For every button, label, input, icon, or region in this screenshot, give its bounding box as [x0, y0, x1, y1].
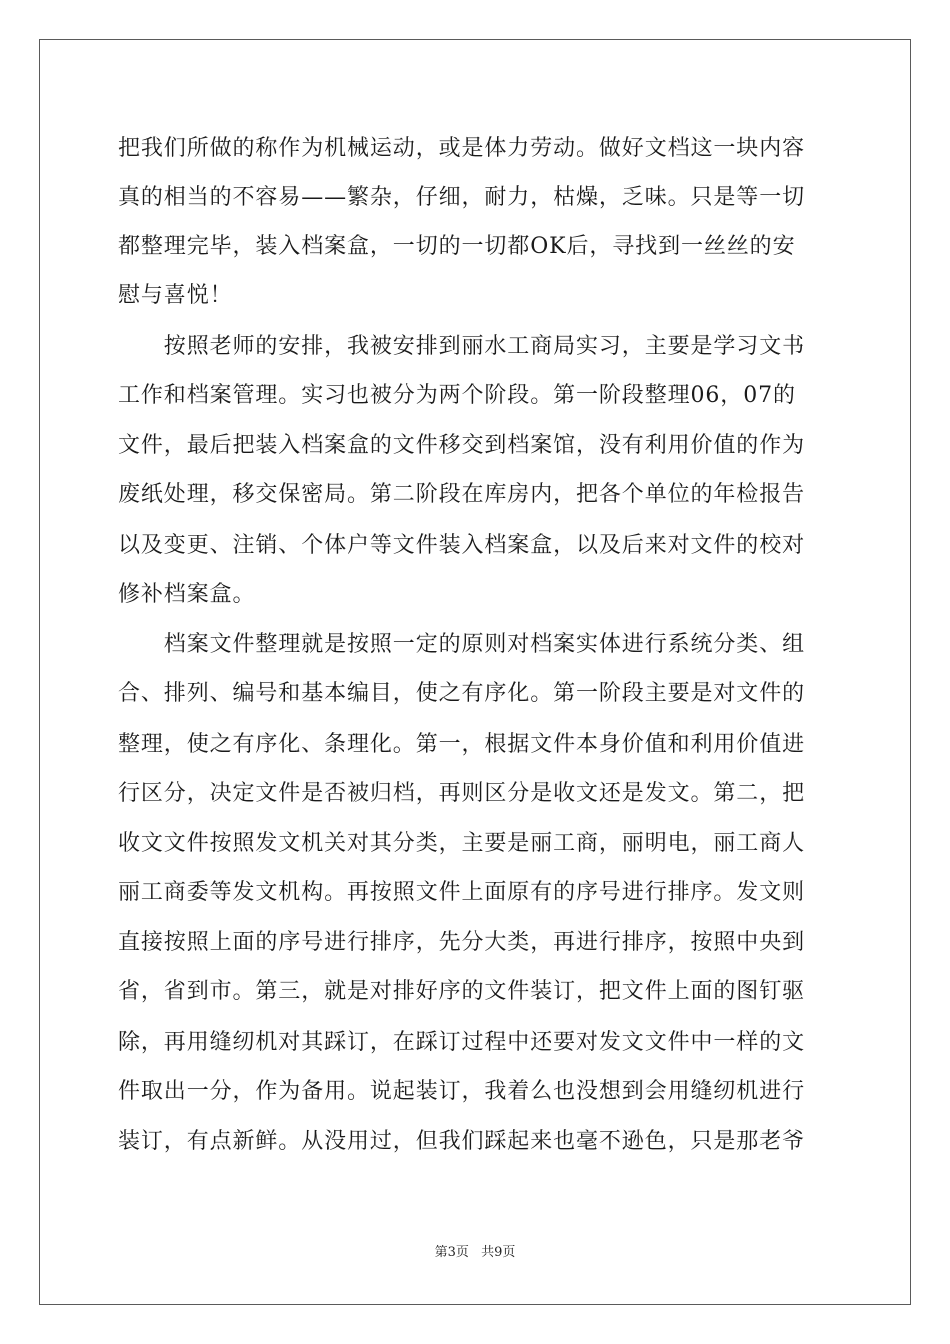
- text-line: 文件，最后把装入档案盒的文件移交到档案馆，没有利用价值的作为: [118, 433, 806, 458]
- text-line: 合、排列、编号和基本编目，使之有序化。第一阶段主要是对文件的: [118, 681, 806, 706]
- page-border: [39, 39, 911, 1305]
- text-line: 整理，使之有序化、条理化。第一，根据文件本身价值和利用价值进: [118, 732, 806, 757]
- text-line: 把我们所做的称作为机械运动，或是体力劳动。做好文档这一块内容: [118, 136, 806, 161]
- text-line: 修补档案盒。: [118, 582, 256, 607]
- current-page-label: 第3页: [434, 1245, 469, 1260]
- text-line: 除，再用缝纫机对其踩订，在踩订过程中还要对发文文件中一样的文: [118, 1030, 806, 1055]
- text-line: 装订，有点新鲜。从没用过，但我们踩起来也毫不逊色，只是那老爷: [118, 1129, 806, 1154]
- text-line: 都整理完毕，装入档案盒，一切的一切都OK后，寻找到一丝丝的安: [118, 234, 796, 259]
- text-line: 档案文件整理就是按照一定的原则对档案实体进行系统分类、组: [118, 632, 806, 657]
- total-pages-label: 共9页: [481, 1245, 516, 1260]
- text-line: 慰与喜悦！: [118, 283, 233, 308]
- text-line: 工作和档案管理。实习也被分为两个阶段。第一阶段整理06，07的: [118, 383, 796, 408]
- text-line: 直接按照上面的序号进行排序，先分大类，再进行排序，按照中央到: [118, 930, 806, 955]
- page-footer: [0, 1244, 950, 1262]
- text-line: 以及变更、注销、个体户等文件装入档案盒，以及后来对文件的校对: [118, 533, 806, 558]
- text-line: 件取出一分，作为备用。说起装订，我着么也没想到会用缝纫机进行: [118, 1079, 806, 1104]
- text-line: 行区分，决定文件是否被归档，再则区分是收文还是发文。第二，把: [118, 781, 806, 806]
- text-line: 真的相当的不容易——繁杂，仔细，耐力，枯燥，乏味。只是等一切: [118, 185, 806, 210]
- text-line: 按照老师的安排，我被安排到丽水工商局实习，主要是学习文书: [118, 334, 806, 359]
- text-line: 废纸处理，移交保密局。第二阶段在库房内，把各个单位的年检报告: [118, 482, 806, 507]
- text-line: 丽工商委等发文机构。再按照文件上面原有的序号进行排序。发文则: [118, 880, 806, 905]
- text-line: 省，省到市。第三，就是对排好序的文件装订，把文件上面的图钉驱: [118, 979, 806, 1004]
- text-line: 收文文件按照发文机关对其分类，主要是丽工商，丽明电，丽工商人: [118, 831, 806, 856]
